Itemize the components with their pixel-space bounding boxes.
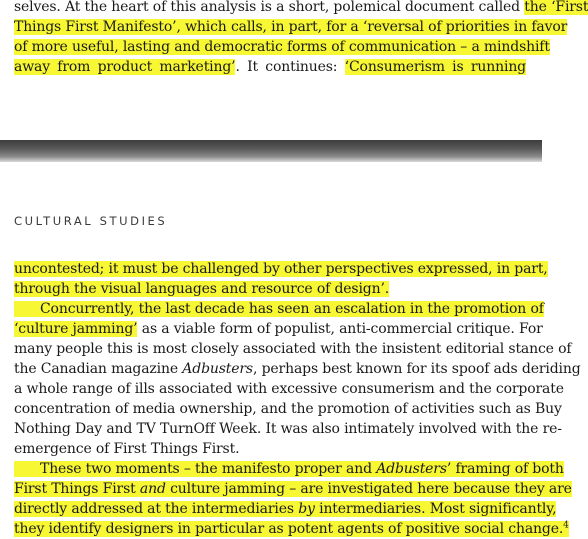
text-line [14, 419, 562, 439]
highlighted-text[interactable] [14, 461, 564, 477]
italic-word: and [139, 481, 166, 497]
text-span: they identify designers in particular as potent agents of positive social change. [14, 521, 564, 537]
highlighted-text[interactable]: of more useful, lasting and democratic forms of communication – a mindshift [14, 39, 550, 55]
italic-word: by [298, 501, 315, 517]
text-span: culture jamming – are investigated here because they are [165, 481, 572, 497]
text-span: a whole range of ills associated with excessive consumerism and the corporate [14, 381, 564, 397]
highlighted-text[interactable]: ‘culture jamming’ [14, 321, 138, 337]
running-header: CULTURAL STUDIES [14, 214, 168, 228]
footnote-marker[interactable]: 4 [563, 520, 569, 531]
text-span: , perhaps best known for its spoof ads deriding [252, 361, 581, 377]
text-line [14, 519, 569, 539]
text-line [14, 57, 526, 77]
text-span: First Things First [14, 481, 140, 497]
highlighted-text[interactable]: uncontested; it must be challenged by other perspectives expressed, in part, [14, 261, 548, 277]
highlighted-text[interactable]: Things First Manifesto’, which calls, in part, for a ‘reversal of priorities in favor [14, 19, 568, 35]
text-line [14, 279, 526, 299]
text-line [14, 499, 557, 519]
text-line [14, 259, 548, 279]
text-line [14, 319, 543, 339]
text-span: many people this is most closely associated with the insistent editorial stance of [14, 341, 572, 357]
text-span: selves. At the heart of this analysis is a short, polemical document called [14, 0, 525, 15]
text-line [14, 339, 572, 359]
text-line [14, 479, 572, 499]
italic-title: Adbusters [182, 361, 253, 377]
text-line [14, 379, 564, 399]
text-line [14, 299, 544, 319]
page-break-divider [0, 140, 542, 162]
text-span: ’ framing of both [446, 461, 564, 477]
text-line [14, 399, 562, 419]
text-span: concentration of media ownership, and the promotion of activities such as Buy [14, 401, 562, 417]
text-span: These two moments – the manifesto proper and [40, 461, 377, 477]
highlighted-text[interactable] [14, 501, 556, 517]
highlighted-text[interactable]: through the visual languages and resource of design’. [14, 281, 390, 297]
text-line [14, 17, 568, 37]
text-span: as a viable form of populist, anti-commercial critique. For [137, 321, 543, 337]
text-span: intermediaries. Most significantly, [314, 501, 557, 517]
highlighted-text[interactable]: the ‘First [524, 0, 588, 15]
highlighted-text[interactable]: Concurrently, the last decade has seen an escalation in the promotion of [14, 301, 544, 317]
highlighted-text[interactable]: ‘Consumerism is running [344, 59, 526, 75]
highlighted-text[interactable] [14, 481, 572, 497]
italic-title: Adbusters [376, 461, 447, 477]
page-bottom-excerpt [0, 162, 581, 537]
text-line [14, 459, 564, 479]
page-top-excerpt [0, 0, 588, 140]
text-span: Nothing Day and TV TurnOff Week. It was also intimately involved with the re- [14, 421, 562, 437]
text-span: the Canadian magazine [14, 361, 183, 377]
text-span: . It continues: [235, 59, 345, 75]
highlighted-text[interactable] [14, 521, 569, 537]
highlighted-text[interactable]: away from product marketing’ [14, 59, 236, 75]
text-line [14, 0, 588, 17]
text-line [14, 37, 550, 57]
text-line [14, 439, 526, 459]
text-line [14, 359, 581, 379]
text-span: directly addressed at the intermediaries [14, 501, 299, 517]
text-span: emergence of First Things First. [14, 441, 240, 457]
